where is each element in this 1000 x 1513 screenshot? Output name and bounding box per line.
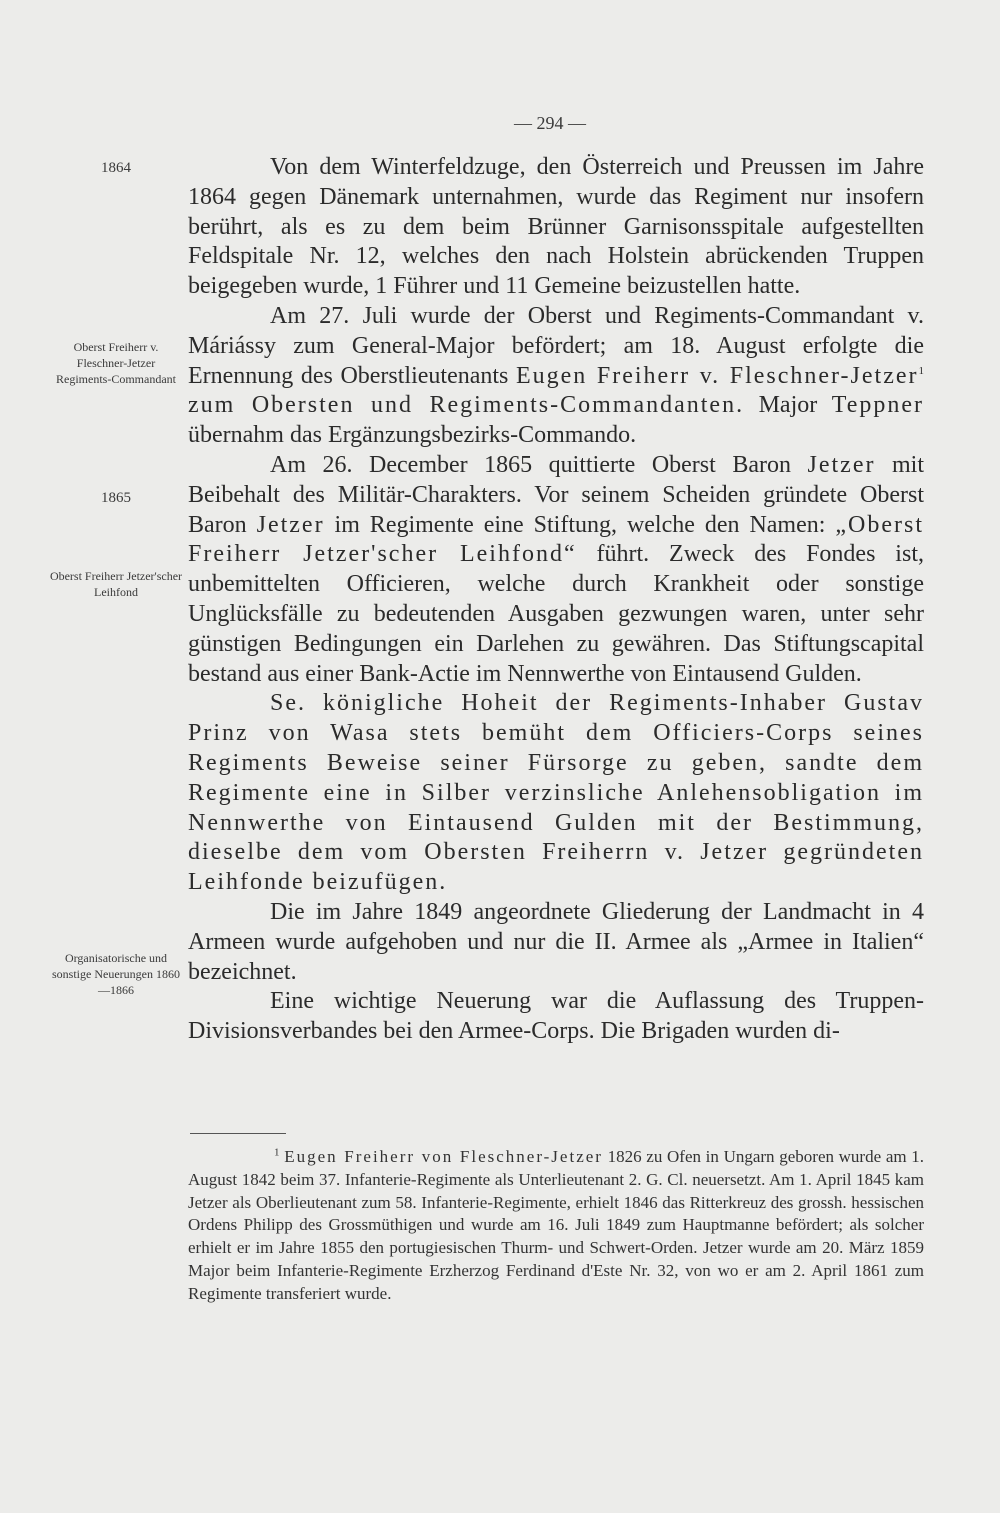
person-name-teppner: Teppner bbox=[831, 392, 925, 419]
person-name-jetzer-2: Jetzer bbox=[256, 511, 325, 538]
footnote-text: 1826 zu Ofen in Ungarn geboren wurde am 1. August 1842 beim 37. Infanterie-Regimente als Unterlieutenant 2. G. Cl. neuersetzt. Am 1. April 1845 kam Jetzer als Oberlieutenant zum 58. Infanterie-Regimente, erhielt 1846 das Ritterkreuz des grossh. hessischen Ordens Philipp des Grossmüthigen und wurde am 16. Juli 1849 zum Hauptmanne befördert; als solcher erhielt er im Jahre 1855 den portugiesischen Thurm- und Schwert-Orden. Jetzer wurde am 20. März 1859 Major beim Infanterie-Regimente Erzherzog Ferdinand d'Este Nr. 32, von wo er am 2. April 1861 zum Regimente transferiert wurde. bbox=[188, 1147, 925, 1303]
footnote-marker: 1 bbox=[274, 1146, 280, 1159]
paragraph-ernennung-text-b: zum Obersten und Regiments-Commandanten. bbox=[188, 392, 745, 419]
paragraph-ernennung-text-d: übernahm das Ergänzungsbezirks-Commando. bbox=[188, 422, 637, 449]
paragraph-stiftung bbox=[188, 451, 924, 689]
paragraph-gliederung: Die im Jahre 1849 angeordnete Gliederung der Landmacht in 4 Armeen wurde aufgehoben und nur die II. Armee als „Armee in Italien“ bezeichnet. bbox=[188, 898, 924, 985]
paragraph-ernennung-text-c: Major bbox=[744, 392, 832, 419]
paragraph-stiftung-text-d: führt. Zweck des Fondes ist, unbemittelten Officieren, welche durch Krankheit oder sonstige Unglücksfälle zu bedeutenden Ausgaben gezwungen waren, unter sehr günstigen Bedingungen ein Darlehen zu gewähren. Das Stiftungscapital bestand aus einer Bank-Actie im Nennwerthe von Eintausend Gulden. bbox=[188, 541, 924, 687]
footnote-reference: 1 bbox=[918, 364, 925, 377]
paragraph-stiftung-text-a: Am 26. December 1865 quittierte Oberst Baron bbox=[270, 451, 808, 478]
footnote bbox=[188, 1146, 924, 1306]
margin-year-1865: 1865 bbox=[101, 490, 131, 506]
footnote-person-name: Eugen Freiherr von Fleschner-Jetzer bbox=[284, 1147, 603, 1166]
paragraph-winterfeldzug: Von dem Winterfeldzuge, den Österreich und Preussen im Jahre 1864 gegen Dänemark unternahmen, wurde das Regiment nur insofern berührt, als es zu dem beim Brünner Garnisonsspitale aufgestellten Feldspitale Nr. 12, welches den nach Holstein abrückenden Truppen beigegeben wurde, 1 Führer und 11 Gemeine beizustellen hatte. bbox=[188, 154, 924, 300]
fund-name: „Oberst Freiherr Jetzer'scher Leihfond“ bbox=[188, 511, 925, 568]
person-name-jetzer: Jetzer bbox=[807, 451, 876, 478]
footnote-rule bbox=[190, 1133, 286, 1134]
body-text bbox=[188, 153, 924, 1047]
paragraph-ernennung-text-a: Am 27. Juli wurde der Oberst und Regiments-Commandant v. Máriássy zum General-Major befördert; am 18. August erfolgte die Ernennung des Oberstlieutenants bbox=[188, 302, 924, 389]
page-number: — 294 — bbox=[514, 113, 586, 133]
margin-year-1864: 1864 bbox=[101, 160, 131, 176]
paragraph-prinz-wasa: Se. königliche Hoheit der Regiments-Inhaber Gustav Prinz von Wasa stets bemüht dem Officiers-Corps seines Regiments Beweise seiner Fürsorge zu geben, sandte dem Regimente eine in Silber verzinsliche Anlehensobligation im Nennwerthe von Eintausend Gulden mit der Bestimmung, dieselbe dem vom Obersten Freiherrn v. Jetzer gegründeten Leihfonde beizufügen. bbox=[188, 690, 924, 896]
person-name-fleschner: Eugen Freiherr v. Fleschner-Jetzer bbox=[515, 362, 919, 389]
paragraph-stiftung-text-b: mit Beibehalt des Militär-Charakters. Vor seinem Scheiden gründete Oberst Baron bbox=[188, 451, 924, 538]
margin-note-neuerungen: Organisatorische und sonstige Neuerungen 1860—1866 bbox=[52, 951, 180, 997]
margin-note-leihfond: Oberst Freiherr Jetzer'scher Leihfond bbox=[49, 569, 183, 599]
paragraph-stiftung-text-c: im Regimente eine Stiftung, welche den Namen: bbox=[324, 511, 836, 538]
margin-note-fleschner: Oberst Freiherr v. Fleschner-Jetzer Regiments-Commandant bbox=[56, 340, 176, 386]
paragraph-ernennung bbox=[188, 302, 924, 451]
paragraph-neuerung: Eine wichtige Neuerung war die Auflassung des Truppen-Divisionsverbandes bei den Armee-Corps. Die Brigaden wurden di- bbox=[188, 988, 924, 1045]
